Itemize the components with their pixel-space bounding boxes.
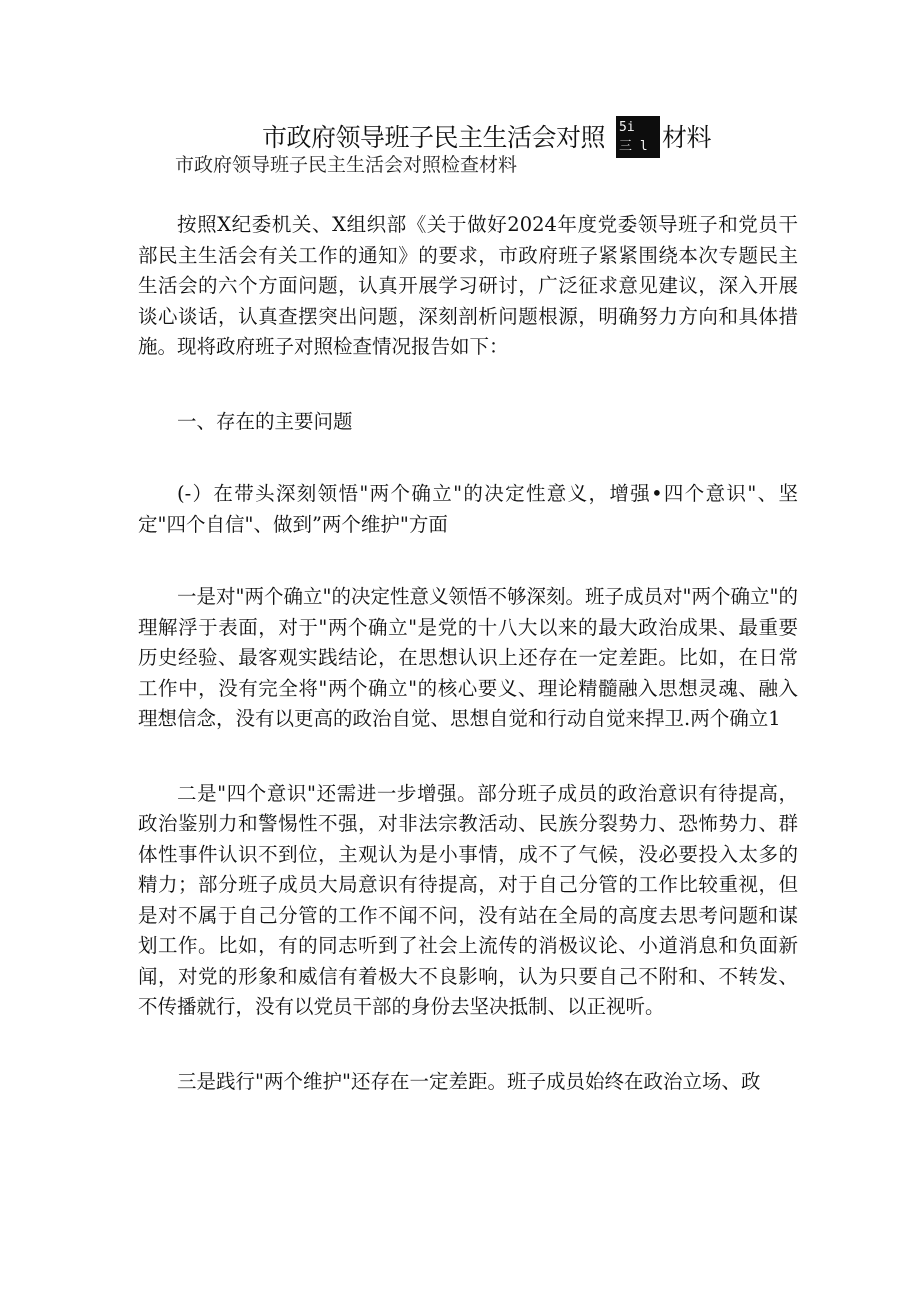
document-subtitle: 市政府领导班子民主生活会对照检查材料 — [175, 154, 518, 176]
paragraph-point-one: 一是对"两个确立"的决定性意义领悟不够深刻。班子成员对"两个确立"的理解浮于表面，对于"两个确立"是党的十八大以来的最大政治成果、最重要历史经验、最客观实践结论，在思想认识上还存在一定差距。比如，在日常工作中，没有完全将"两个确立"的核心要义、理论精髓融入思想灵魂、融入理想信念，没有以更高的政治自觉、思想自觉和行动自觉来捍卫.两个确立1 — [138, 585, 798, 730]
main-title-tail: 材料 — [662, 123, 712, 152]
subsection-heading: (-）在带头深刻领悟"两个确立"的决定性意义，增强•四个意识"、坚定"四个自信"、做到”两个维护"方面 — [138, 482, 798, 536]
section-heading: 一、存在的主要问题 — [177, 409, 353, 433]
main-title: 市政府领导班子民主生活会对照 — [262, 123, 606, 152]
document-body — [138, 210, 798, 1097]
stamp-image: 5i 三 l — [616, 116, 660, 158]
paragraph-point-three: 三是践行"两个维护"还存在一定差距。班子成员始终在政治立场、政 — [177, 1069, 761, 1093]
paragraph-point-two: 二是"四个意识"还需进一步增强。部分班子成员的政治意识有待提高，政治鉴别力和警惕性不强，对非法宗教活动、民族分裂势力、恐怖势力、群体性事件认识不到位，主观认为是小事情，成不了气候，没必要投入太多的精力；部分班子成员大局意识有待提高，对于自己分管的工作比较重视，但是对不属于自己分管的工作不闻不问，没有站在全局的高度去思考问题和谋划工作。比如，有的同志听到了社会上流传的消极议论、小道消息和负面新闻，对党的形象和威信有着极大不良影响，认为只要自己不附和、不转发、不传播就行，没有以党员干部的身份去坚决抵制、以正视听。 — [138, 781, 798, 1018]
paragraph-intro: 按照X纪委机关、X组织部《关于做好2024年度党委领导班子和党员干部民主生活会有关工作的通知》的要求，市政府班子紧紧围绕本次专题民主生活会的六个方面问题，认真开展学习研讨，广泛征求意见建议，深入开展谈心谈话，认真查摆突出问题，深刻剖析问题根源，明确努力方向和具体措施。现将政府班子对照检查情况报告如下： — [138, 213, 798, 358]
